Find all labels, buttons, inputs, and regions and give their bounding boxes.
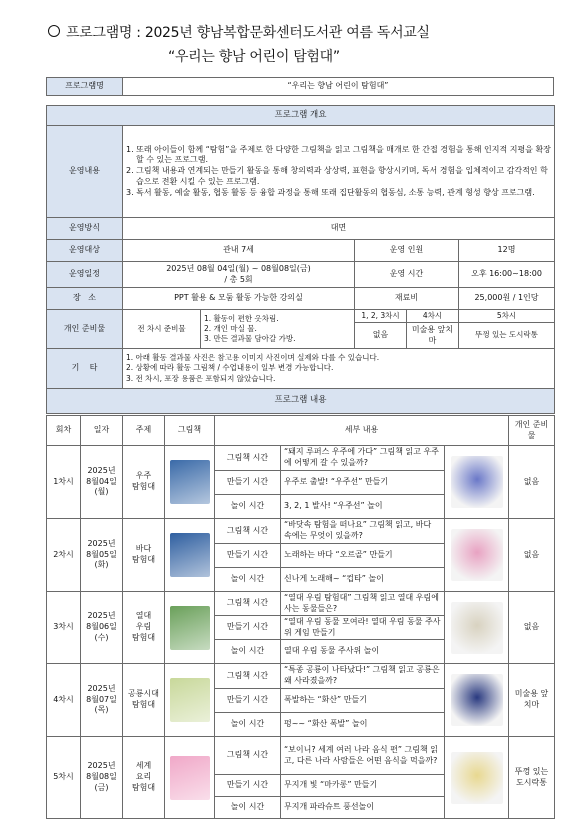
activity-label: 그림책 시간	[215, 592, 281, 616]
prep-col-header: 5차시	[459, 310, 555, 323]
session-prep: 미술용 앞치마	[509, 664, 555, 737]
session-date-line: (수)	[94, 632, 109, 642]
prep-col-header: 1, 2, 3차시	[355, 310, 407, 323]
session-date-line: 2025년	[87, 761, 116, 771]
make-activity: 무지개 빛 “마카롱” 만들기	[281, 775, 445, 797]
session-theme-line: 공룡시대	[128, 689, 159, 699]
content-item: 2. 그림책 내용과 연계되는 만들기 활동을 통해 창의력과 상상력, 표현을 향상시키며, 독서 경험을 입체적이고 감각적인 학습으로 전환 시킬 수 있는 프로그램.	[126, 166, 548, 186]
session-date-line: (화)	[94, 560, 109, 570]
session-date-line: 2025년	[87, 611, 116, 621]
method-value: 대면	[123, 218, 555, 240]
prep-col-value: 없음	[355, 323, 407, 349]
program-name-label: 프로그램명	[47, 78, 123, 96]
prep-label: 개인 준비물	[47, 310, 123, 349]
activity-label: 그림책 시간	[215, 519, 281, 544]
activity-label: 놀이 시간	[215, 495, 281, 519]
document-title: 프로그램명 : 2025년 향남복합문화센터도서관 여름 독서교실	[48, 22, 430, 42]
program-name-table	[46, 77, 554, 96]
etc-list	[123, 349, 555, 389]
session-date	[81, 737, 123, 819]
session-date-line: 8월04일	[86, 476, 117, 486]
col-header-theme: 주제	[123, 416, 165, 446]
session-no: 2차시	[47, 519, 81, 592]
activity-label: 만들기 시간	[215, 616, 281, 640]
fee-label: 재료비	[355, 288, 459, 310]
session-row	[47, 592, 555, 616]
session-no: 4차시	[47, 664, 81, 737]
book-activity: “보이니? 세계 여러 나라 음식 편” 그림책 읽고, 다른 나라 사람들은 어떤 음식을 먹을까?	[281, 737, 445, 775]
book-cover-cell	[165, 664, 215, 737]
book-activity: “열대 우림 탐험대” 그림책 읽고 열대 우림에 사는 동물들은?	[281, 592, 445, 616]
make-activity: 폭발하는 “화산” 만들기	[281, 689, 445, 713]
content-item: 1. 또래 아이들이 함께 “탐험”을 주제로 한 다양한 그림책을 읽고 그림책을 매개로 한 간접 경험을 통해 인지적 지평을 확장할 수 있는 프로그램.	[126, 144, 551, 165]
session-date-line: 2025년	[87, 683, 116, 693]
play-activity: 펑~~ “화산 폭발” 놀이	[281, 713, 445, 737]
overview-title: 프로그램 개요	[47, 106, 555, 126]
time-value: 오후 16:00~18:00	[459, 262, 555, 288]
book-cover-image	[170, 756, 210, 800]
session-theme	[123, 737, 165, 819]
result-photo-cell	[445, 519, 509, 592]
book-activity: “특종 공룡이 나타났다!” 그림책 읽고 공룡은 왜 사라졌을까?	[281, 664, 445, 689]
result-photo	[451, 529, 503, 581]
session-date-line: (금)	[94, 782, 109, 792]
prep-sub-label: 전 차시 준비물	[123, 310, 201, 349]
result-photo-cell	[445, 664, 509, 737]
overview-table	[46, 105, 555, 414]
session-date-line: 8월08일	[86, 772, 117, 782]
etc-item: 3. 전 차시, 포장 용품은 포함되지 않았습니다.	[126, 373, 276, 383]
schedule-line: / 총 5회	[224, 274, 253, 284]
activity-label: 만들기 시간	[215, 471, 281, 495]
content-item: 3. 독서 활동, 예술 활동, 협동 활동 등 융합 과정을 통해 또래 집단활동의 협동심, 소통 능력, 관계 형성 향상 프로그램.	[126, 187, 535, 197]
session-date-line: (월)	[94, 487, 109, 497]
session-row	[47, 519, 555, 544]
result-photo	[451, 752, 503, 804]
activity-label: 그림책 시간	[215, 664, 281, 689]
prep-col-value: 뚜껑 있는 도시락통	[459, 323, 555, 349]
content-list	[123, 126, 555, 218]
session-date-line: 8월05일	[86, 549, 117, 559]
capacity-value: 12명	[459, 240, 555, 262]
make-activity: 우주로 출발! “우주선” 만들기	[281, 471, 445, 495]
schedule-label: 운영일정	[47, 262, 123, 288]
book-cover-cell	[165, 737, 215, 819]
session-theme-line: 우주	[135, 471, 152, 481]
session-no: 5차시	[47, 737, 81, 819]
activity-label: 만들기 시간	[215, 689, 281, 713]
prep-col-value: 미술용 앞치마	[407, 323, 459, 349]
session-date	[81, 446, 123, 519]
etc-item: 2. 상황에 따라 활동 그림책 / 수업내용이 일부 변경 가능합니다.	[126, 363, 334, 373]
session-prep: 없음	[509, 446, 555, 519]
etc-label: 기 타	[47, 349, 123, 389]
activity-label: 놀이 시간	[215, 797, 281, 819]
activity-label: 놀이 시간	[215, 568, 281, 592]
activity-label: 그림책 시간	[215, 446, 281, 471]
session-date-line: 2025년	[87, 465, 116, 475]
schedule-line: 2025년 08월 04일(월) ~ 08월08일(금)	[166, 263, 311, 273]
session-theme	[123, 446, 165, 519]
activity-label: 만들기 시간	[215, 544, 281, 568]
book-cover-cell	[165, 592, 215, 664]
fee-value: 25,000원 / 1인당	[459, 288, 555, 310]
result-photo-cell	[445, 737, 509, 819]
result-photo-cell	[445, 446, 509, 519]
book-cover-image	[170, 678, 210, 722]
play-activity: 열대 우림 동물 주사위 놀이	[281, 640, 445, 664]
session-date	[81, 519, 123, 592]
activity-label: 만들기 시간	[215, 775, 281, 797]
etc-item: 1. 아래 활동 결과물 사진은 참고용 이미지 사진이며 실제와 다를 수 있습니다.	[126, 353, 380, 363]
session-prep: 없음	[509, 592, 555, 664]
hollow-circle-icon	[48, 25, 60, 37]
session-row	[47, 737, 555, 775]
session-date-line: (목)	[94, 705, 109, 715]
session-date	[81, 592, 123, 664]
session-theme	[123, 664, 165, 737]
session-theme-line: 탐험대	[131, 782, 156, 792]
prep-item: 1. 활동이 편한 옷차림.	[204, 313, 279, 323]
col-header-date: 일자	[81, 416, 123, 446]
result-photo	[451, 602, 503, 654]
make-activity: “열대 우림 동물 모여라! 열대 우림 동물 주사위 게임 만들기	[281, 616, 445, 640]
content-label: 운영내용	[47, 126, 123, 218]
prep-col-header: 4차시	[407, 310, 459, 323]
play-activity: 무지개 파라슈트 풍선놀이	[281, 797, 445, 819]
result-photo	[451, 456, 503, 508]
session-theme-line: 요리	[135, 772, 152, 782]
session-theme-line: 탐험대	[131, 482, 156, 491]
place-label: 장 소	[47, 288, 123, 310]
session-prep: 뚜껑 있는 도시락통	[509, 737, 555, 819]
session-date	[81, 664, 123, 737]
target-label: 운영대상	[47, 240, 123, 262]
result-photo-cell	[445, 592, 509, 664]
session-row	[47, 664, 555, 689]
make-activity: 노래하는 바다 “오르골” 만들기	[281, 544, 445, 568]
document-subtitle: “우리는 향남 어린이 탐험대”	[168, 49, 340, 65]
result-photo	[451, 674, 503, 726]
session-theme-line: 우림	[135, 622, 152, 632]
play-activity: 신나게 노래해~ “컵타” 놀이	[281, 568, 445, 592]
session-prep: 없음	[509, 519, 555, 592]
program-content-title: 프로그램 내용	[47, 389, 555, 414]
book-activity: “바닷속 탐험을 떠나요” 그림책 읽고, 바다 속에는 무엇이 있을까?	[281, 519, 445, 544]
session-theme	[123, 519, 165, 592]
session-no: 3차시	[47, 592, 81, 664]
book-cover-image	[170, 460, 210, 504]
book-activity: “돼지 루퍼스 우주에 가다” 그림책 읽고 우주에 어떻게 갈 수 있을까?	[281, 446, 445, 471]
session-theme-line: 탐험대	[131, 555, 156, 564]
col-header-detail: 세부 내용	[215, 416, 509, 446]
time-label: 운영 시간	[355, 262, 459, 288]
col-header-no: 회차	[47, 416, 81, 446]
activity-label: 그림책 시간	[215, 737, 281, 775]
book-cover-image	[170, 606, 210, 650]
activity-label: 놀이 시간	[215, 713, 281, 737]
method-label: 운영방식	[47, 218, 123, 240]
session-date-line: 2025년	[87, 538, 116, 548]
book-cover-image	[170, 533, 210, 577]
activity-label: 놀이 시간	[215, 640, 281, 664]
book-cover-cell	[165, 446, 215, 519]
place-value: PPT 활용 & 모둠 활동 가능한 강의실	[123, 288, 355, 310]
prep-item: 2. 개인 마실 물.	[204, 323, 257, 333]
capacity-label: 운영 인원	[355, 240, 459, 262]
session-theme-line: 열대	[135, 611, 152, 621]
session-no: 1차시	[47, 446, 81, 519]
col-header-prep: 개인 준비물	[509, 416, 555, 446]
sessions-table	[46, 415, 555, 819]
session-theme-line: 바다	[135, 544, 152, 554]
session-date-line: 8월06일	[86, 622, 117, 632]
schedule-value	[123, 262, 355, 288]
book-cover-cell	[165, 519, 215, 592]
play-activity: 3, 2, 1 발사! “우주선” 놀이	[281, 495, 445, 519]
session-theme	[123, 592, 165, 664]
prep-item: 3. 만든 결과물 담아갈 가방.	[204, 334, 296, 344]
session-theme-line: 세계	[135, 761, 152, 771]
program-name-value: “우리는 향남 어린이 탐험대”	[123, 78, 554, 96]
target-value: 관내 7세	[123, 240, 355, 262]
session-date-line: 8월07일	[86, 694, 117, 704]
col-header-book: 그림책	[165, 416, 215, 446]
session-row	[47, 446, 555, 471]
session-theme-line: 탐험대	[131, 632, 156, 642]
session-theme-line: 탐험대	[131, 700, 156, 709]
prep-items	[201, 310, 355, 349]
